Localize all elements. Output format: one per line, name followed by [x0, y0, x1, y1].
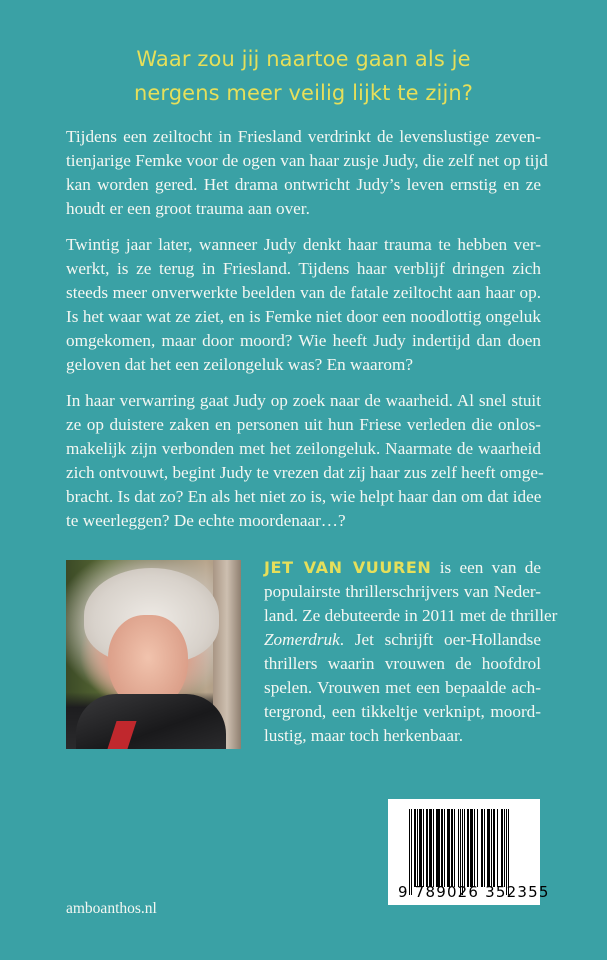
- author-bio-text: is een van de: [431, 558, 541, 577]
- blurb-line: werkt, is ze terug in Friesland. Tijdens haar verblijf dringen zich: [66, 259, 541, 278]
- author-bio-line: [264, 628, 541, 652]
- publisher-website: amboanthos.nl: [66, 900, 157, 917]
- blurb-line: zich ontvouwt, begint Judy te vrezen dat zij haar zus zelf heeft omge-: [66, 463, 544, 482]
- author-bio-line: populairste thrillerschrijvers van Neder-: [264, 582, 541, 601]
- author-bio-line: spelen. Vrouwen met een bepaalde ach-: [264, 678, 541, 697]
- blurb-line: houdt er een groot trauma aan over.: [66, 199, 310, 218]
- author-photo: [66, 560, 241, 749]
- blurb-line: te weerleggen? De echte moordenaar…?: [66, 511, 346, 530]
- author-bio-line: [264, 556, 541, 580]
- tagline-headline: [0, 42, 607, 110]
- blurb-line: kan worden gered. Het drama ontwricht Judy’s leven ernstig en ze: [66, 175, 541, 194]
- blurb-line: ze op duistere zaken en personen uit hun Friese verleden die onlos-: [66, 415, 541, 434]
- blurb-line: tienjarige Femke voor de ogen van haar zusje Judy, die zelf net op tijd: [66, 151, 548, 170]
- author-bio-line: tergrond, een tikkeltje verknipt, moord-: [264, 702, 541, 721]
- author-bio-line: lustig, maar toch herkenbaar.: [264, 726, 464, 745]
- blurb-line: Tijdens een zeiltocht in Friesland verdrinkt de levenslustige zeven-: [66, 127, 541, 146]
- author-name: JET VAN VUUREN: [264, 558, 432, 577]
- blurb-paragraph-3: [66, 389, 544, 533]
- tagline-line: nergens meer veilig lijkt te zijn?: [133, 81, 474, 105]
- isbn-number: 9 789026 352355: [398, 883, 550, 901]
- blurb-line: geloven dat het een zeilongeluk was? En waarom?: [66, 355, 413, 374]
- author-bio-line: thrillers waarin vrouwen de hoofdrol: [264, 654, 541, 673]
- debut-title: Zomerdruk: [264, 630, 340, 649]
- barcode-bars: [409, 809, 521, 887]
- author-jacket: [76, 694, 226, 749]
- blurb-line: In haar verwarring gaat Judy op zoek naar de waarheid. Al snel stuit: [66, 391, 541, 410]
- blurb-line: bracht. Is dat zo? En als het niet zo is, wie helpt haar dan om dat idee: [66, 487, 542, 506]
- blurb-line: Twintig jaar later, wanneer Judy denkt haar trauma te hebben ver-: [66, 235, 541, 254]
- blurb-line: omgekomen, maar door moord? Wie heeft Judy indertijd dan doen: [66, 331, 541, 350]
- author-bio-line: land. Ze debuteerde in 2011 met de thriller: [264, 606, 558, 625]
- blurb-line: makelijk zijn verbonden met het zeilongeluk. Naarmate de waarheid: [66, 439, 541, 458]
- blurb-paragraph-2: [66, 233, 541, 377]
- isbn-barcode: [388, 799, 550, 905]
- author-bio-text: . Jet schrijft oer-Hollandse: [339, 630, 541, 649]
- author-bio: [264, 556, 558, 748]
- blurb-line: Is het waar wat ze ziet, en is Femke niet door een noodlottig ongeluk: [66, 307, 541, 326]
- blurb-paragraph-1: [66, 125, 548, 221]
- tagline-line: Waar zou jij naartoe gaan als je: [136, 47, 471, 71]
- blurb-line: steeds meer onverwerkte beelden van de fatale zeiltocht aan haar op.: [66, 283, 541, 302]
